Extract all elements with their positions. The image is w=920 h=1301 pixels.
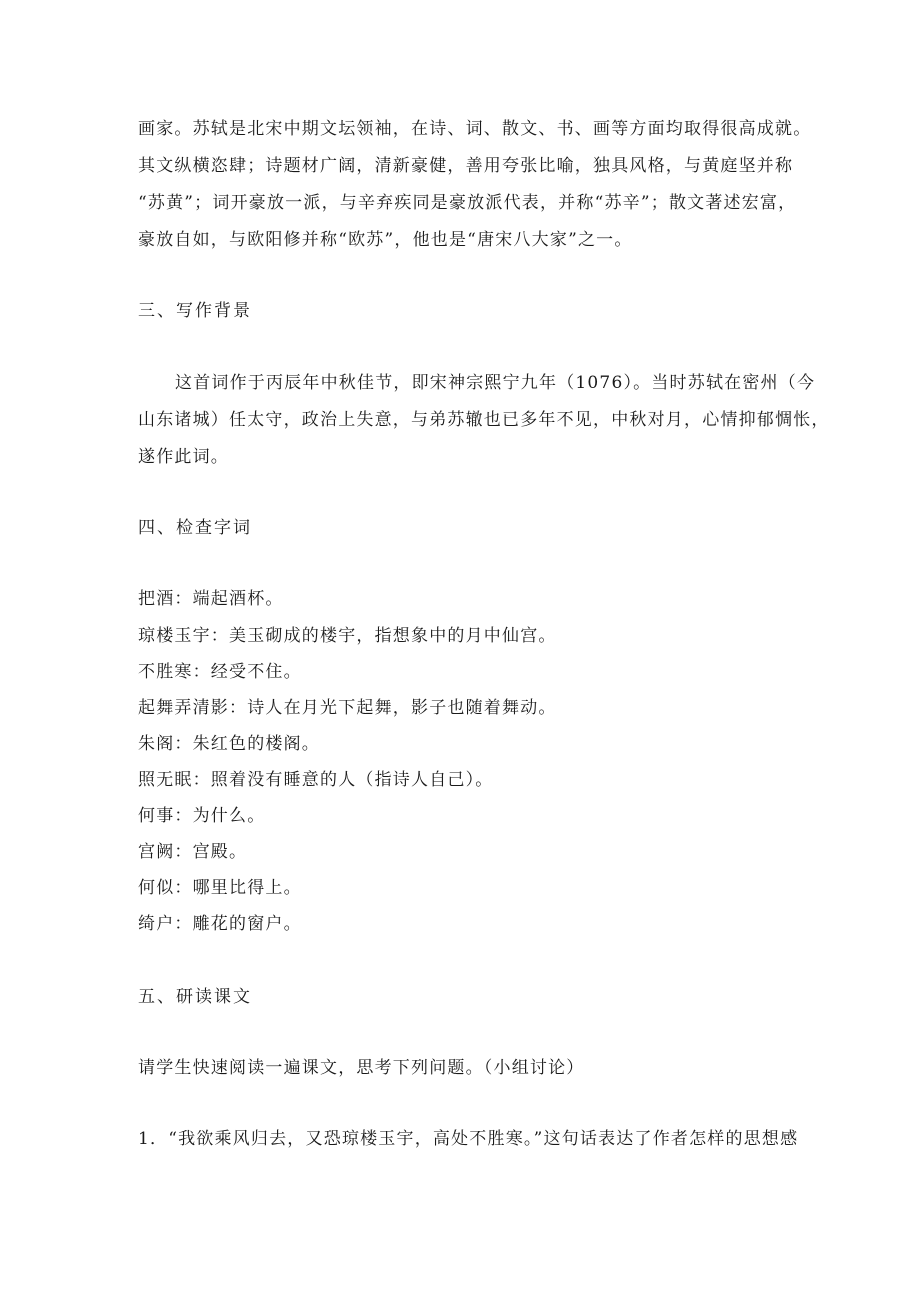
intro-line-3: “苏黄”；词开豪放一派，与辛弃疾同是豪放派代表，并称“苏辛”；散文著述宏富，	[138, 193, 797, 213]
vocab-item: 何似：哪里比得上。	[138, 878, 302, 898]
background-line-1: 这首词作于丙辰年中秋佳节，即宋神宗熙宁九年（1076）。当时苏轼在密州（今	[175, 373, 816, 393]
section-heading-text-study: 五、研读课文	[138, 987, 252, 1007]
vocab-item: 朱阁：朱红色的楼阁。	[138, 734, 320, 754]
section-heading-vocabulary: 四、检查字词	[138, 518, 252, 538]
study-instruction: 请学生快速阅读一遍课文，思考下列问题。（小组讨论）	[138, 1058, 585, 1078]
intro-line-1: 画家。苏轼是北宋中期文坛领袖，在诗、词、散文、书、画等方面均取得很高成就。	[138, 119, 812, 139]
section-heading-writing-background: 三、写作背景	[138, 301, 252, 321]
vocab-item: 不胜寒：经受不住。	[138, 662, 302, 682]
vocab-item: 琼楼玉宇：美玉砌成的楼宇，指想象中的月中仙宫。	[138, 626, 557, 646]
vocab-item: 宫阙：宫殿。	[138, 842, 248, 862]
vocab-item: 照无眠：照着没有睡意的人（指诗人自己）。	[138, 770, 494, 790]
background-line-3: 遂作此词。	[138, 447, 229, 467]
intro-line-4: 豪放自如，与欧阳修并称“欧苏”，他也是“唐宋八大家”之一。	[138, 230, 633, 250]
intro-line-2: 其文纵横恣肆；诗题材广阔，清新豪健，善用夸张比喻，独具风格，与黄庭坚并称	[138, 156, 794, 176]
vocab-item: 绮户：雕花的窗户。	[138, 914, 302, 934]
study-question-1: 1．“我欲乘风归去，又恐琼楼玉宇，高处不胜寒。”这句话表达了作者怎样的思想感	[138, 1129, 799, 1149]
background-line-2: 山东诸城）任太守，政治上失意，与弟苏辙也已多年不见，中秋对月，心情抑郁惆怅，	[138, 410, 830, 430]
vocab-item: 把酒：端起酒杯。	[138, 589, 284, 609]
vocab-item: 起舞弄清影：诗人在月光下起舞，影子也随着舞动。	[138, 698, 557, 718]
vocab-item: 何事：为什么。	[138, 806, 266, 826]
